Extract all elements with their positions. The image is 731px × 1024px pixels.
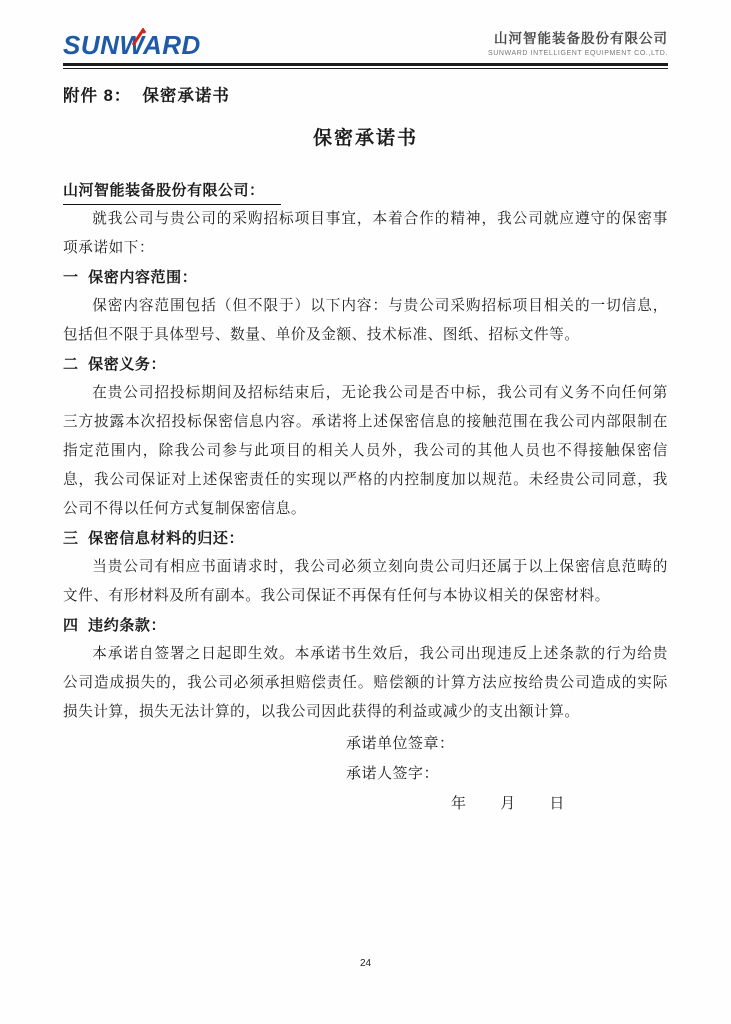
page-number: 24 <box>359 958 372 969</box>
document-title: 保密承诺书 <box>312 128 418 149</box>
date-year-label: 年 <box>451 795 467 812</box>
signer-label: 承诺人签字： <box>346 765 440 782</box>
section-4-body: 本承诺自签署之日起即生效。本承诺书生效后，我公司出现违反上述条款的行为给贵公司造成损失的，我公司必须承担赔偿责任。赔偿额的计算方法应按给贵公司造成的实际损失计算，损失无法计算的，以我公司因此获得的利益或减少的支出额计算。 <box>63 646 668 720</box>
date-line <box>451 789 668 819</box>
section-4-heading: 四 违约条款： <box>63 617 167 634</box>
section-2-body: 在贵公司招投标期间及招标结束后，无论我公司是否中标，我公司有义务不向任何第三方披露本次招投标保密信息内容。承诺将上述保密信息的接触范围在我公司内部限制在指定范围内，除我公司参与此项目的相关人员外，我公司的其他人员也不得接触保密信息，我公司保证对上述保密责任的实现以严格的内控制度加以规范。未经贵公司同意，我公司不得以任何方式复制保密信息。 <box>63 385 668 517</box>
company-name-block <box>488 27 668 58</box>
section-2 <box>63 350 668 524</box>
section-1 <box>63 263 668 350</box>
document-header <box>63 0 668 58</box>
company-name-cn: 山河智能装备股份有限公司 <box>494 31 668 46</box>
section-2-heading: 二 保密义务： <box>63 356 167 373</box>
salutation-row <box>63 180 668 205</box>
section-1-body: 保密内容范围包括（但不限于）以下内容：与贵公司采购招标项目相关的一切信息，包括但不限于具体型号、数量、单价及金额、技术标准、图纸、招标文件等。 <box>63 298 668 343</box>
logo-accent-icon <box>130 24 148 42</box>
salutation: 山河智能装备股份有限公司： <box>63 180 281 205</box>
section-4 <box>63 611 668 727</box>
section-3-heading: 三 保密信息材料的归还： <box>63 530 245 547</box>
attachment-label: 附件 8： 保密承诺书 <box>63 87 230 105</box>
header-rule <box>63 63 668 69</box>
section-3-body: 当贵公司有相应书面请求时，我公司必须立刻向贵公司归还属于以上保密信息范畴的文件、有形材料及所有副本。我公司保证不再保有任何与本协议相关的保密材料。 <box>63 559 668 604</box>
sunward-logo-text: SUNWARD <box>63 30 201 60</box>
section-3 <box>63 524 668 611</box>
signature-block <box>63 729 668 819</box>
date-month-label: 月 <box>500 795 516 812</box>
section-1-heading: 一 保密内容范围： <box>63 269 198 286</box>
sunward-logo <box>63 32 201 58</box>
date-day-label: 日 <box>549 795 565 812</box>
company-name-en: SUNWARD INTELLIGENT EQUIPMENT CO.,LTD. <box>487 50 668 57</box>
unit-seal-label: 承诺单位签章： <box>346 735 455 752</box>
intro-paragraph: 就我公司与贵公司的采购招标项目事宜，本着合作的精神，我公司就应遵守的保密事项承诺如下： <box>63 211 668 256</box>
